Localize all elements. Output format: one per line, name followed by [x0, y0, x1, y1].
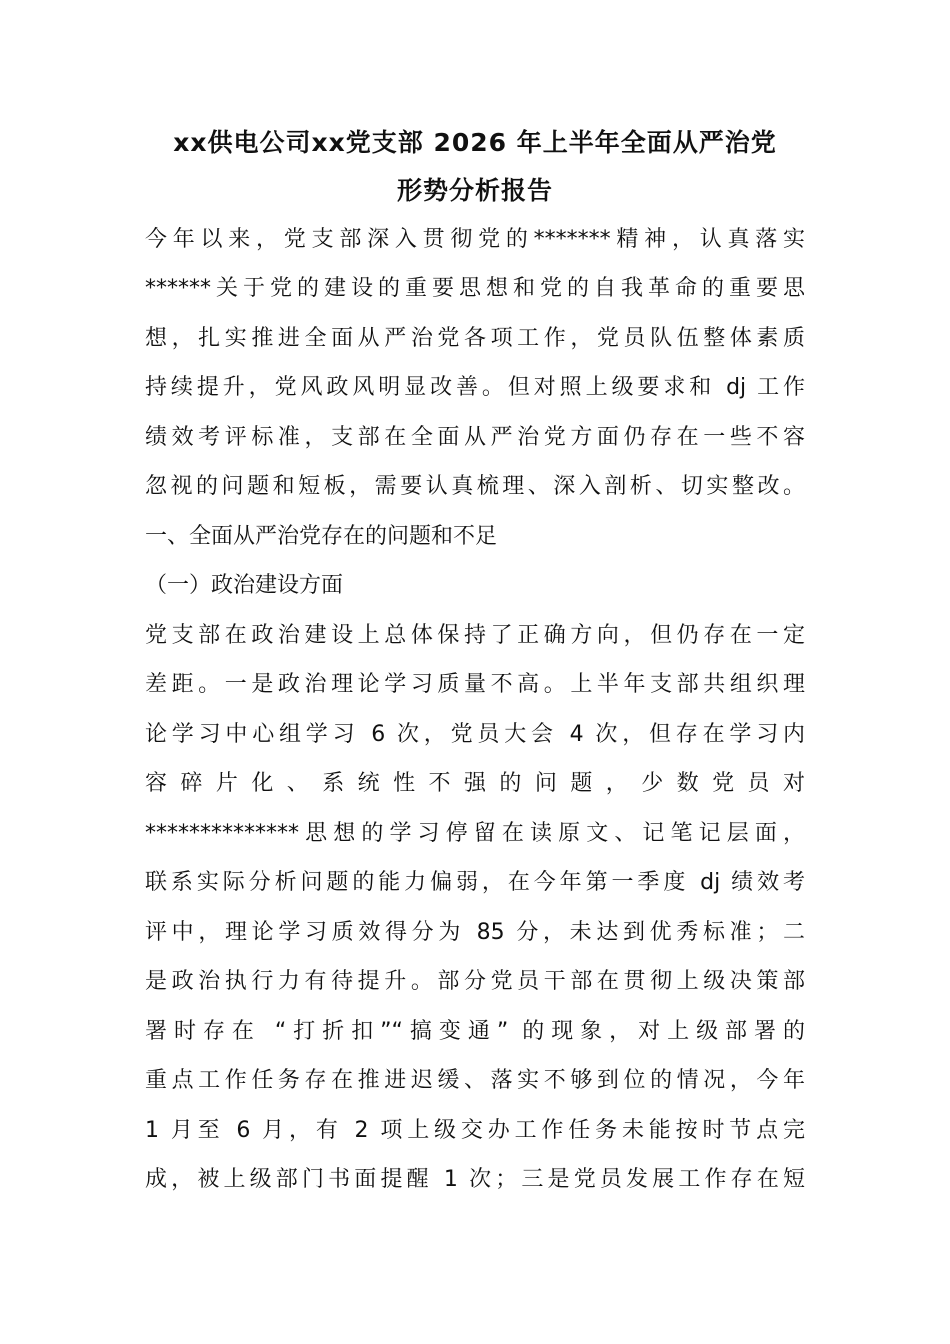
body-line-10: 差距。一是政治理论学习质量不高。上半年支部共组织理: [145, 672, 805, 697]
subsection-heading-1: （一）政治建设方面: [145, 573, 344, 598]
body-line-17: 署时存在 “打折扣”“搞变通” 的现象，对上级部署的: [145, 1019, 805, 1044]
body-line-12: 容碎片化、系统性不强的问题，少数党员对: [145, 771, 805, 796]
document-title-line-2: 形势分析报告: [396, 176, 553, 205]
body-line-19: 1 月至 6 月，有 2 项上级交办工作任务未能按时节点完: [145, 1118, 805, 1143]
body-line-2: ******关于党的建设的重要思想和党的自我革命的重要思: [145, 276, 805, 301]
body-line-5: 绩效考评标准，支部在全面从严治党方面仍存在一些不容: [145, 425, 805, 450]
body-line-15: 评中，理论学习质效得分为 85 分，未达到优秀标准；二: [145, 920, 805, 945]
body-line-16: 是政治执行力有待提升。部分党员干部在贯彻上级决策部: [145, 969, 805, 994]
body-line-14: 联系实际分析问题的能力偏弱，在今年第一季度 dj 绩效考: [145, 870, 805, 895]
body-line-13: **************思想的学习停留在读原文、记笔记层面，: [145, 821, 805, 846]
body-line-11: 论学习中心组学习 6 次，党员大会 4 次，但存在学习内: [145, 722, 805, 747]
body-line-4: 持续提升，党风政风明显改善。但对照上级要求和 dj 工作: [145, 375, 805, 400]
body-line-1: 今年以来，党支部深入贯彻党的*******精神，认真落实: [145, 227, 805, 252]
document-title-line-1: xx供电公司xx党支部 2026 年上半年全面从严治党: [173, 128, 777, 157]
body-line-3: 想，扎实推进全面从严治党各项工作，党员队伍整体素质: [145, 326, 805, 351]
body-line-20: 成，被上级部门书面提醒 1 次；三是党员发展工作存在短: [145, 1167, 805, 1192]
body-line-9: 党支部在政治建设上总体保持了正确方向，但仍存在一定: [145, 623, 805, 648]
body-line-18: 重点工作任务存在推进迟缓、落实不够到位的情况，今年: [145, 1068, 805, 1093]
body-line-6: 忽视的问题和短板，需要认真梳理、深入剖析、切实整改。: [145, 474, 805, 499]
section-heading-1: 一、全面从严治党存在的问题和不足: [145, 524, 498, 549]
